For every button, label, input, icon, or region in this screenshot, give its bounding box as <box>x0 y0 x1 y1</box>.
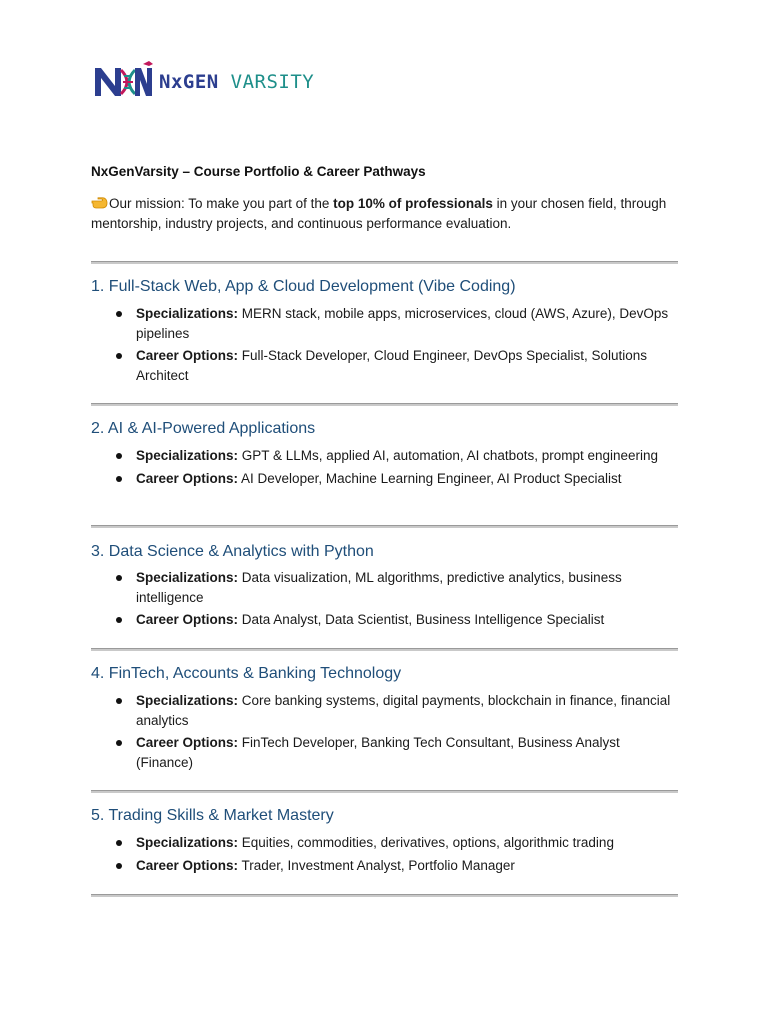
career-text: Trader, Investment Analyst, Portfolio Manager <box>238 857 515 873</box>
spec-label: Specializations: <box>136 448 239 463</box>
mission-suffix: in your chosen field, through mentorship, industry projects, and continuous performance evaluation. <box>91 196 667 231</box>
spec-text: GPT & LLMs, applied AI, automation, AI chatbots, prompt engineering <box>238 448 659 463</box>
list-item <box>112 469 672 489</box>
career-label: Career Options: <box>136 470 239 486</box>
list-item <box>112 346 672 385</box>
career-label: Career Options: <box>136 857 239 873</box>
career-text: Data Analyst, Data Scientist, Business Intelligence Specialist <box>238 612 605 627</box>
section-title-fullstack: 1. Full-Stack Web, App & Cloud Development (Vibe Coding) <box>91 278 516 295</box>
career-text: Full-Stack Developer, Cloud Engineer, DevOps Specialist, Solutions Architect <box>136 348 647 383</box>
section-divider <box>91 894 678 897</box>
document-title: NxGenVarsity – Course Portfolio & Career Pathways <box>91 164 426 179</box>
section-title-ai: 2. AI & AI-Powered Applications <box>91 420 316 437</box>
section-list-fullstack <box>112 304 672 388</box>
career-text: AI Developer, Machine Learning Engineer, AI Product Specialist <box>238 470 622 486</box>
spec-label: Specializations: <box>136 306 239 321</box>
spec-label: Specializations: <box>136 835 239 850</box>
spec-label: Specializations: <box>136 693 239 708</box>
list-item <box>112 610 672 630</box>
section-list-fintech <box>112 691 672 775</box>
section-divider <box>91 790 678 793</box>
list-item <box>112 568 672 607</box>
career-label: Career Options: <box>136 348 239 363</box>
list-item <box>112 446 672 466</box>
list-item <box>112 691 672 730</box>
mission-highlight: top 10% of professionals <box>333 196 493 211</box>
list-item <box>112 856 672 876</box>
section-list-datascience <box>112 568 672 633</box>
spec-text: MERN stack, mobile apps, microservices, cloud (AWS, Azure), DevOps pipelines <box>136 306 669 341</box>
brand-logo <box>91 60 314 104</box>
section-title-trading: 5. Trading Skills & Market Mastery <box>91 807 334 824</box>
brand-prefix: NxGEN <box>159 71 219 93</box>
career-text: FinTech Developer, Banking Tech Consultant, Business Analyst (Finance) <box>136 735 620 770</box>
section-list-ai <box>112 446 672 491</box>
spec-label: Specializations: <box>136 570 239 585</box>
section-divider <box>91 261 678 264</box>
section-title-datascience: 3. Data Science & Analytics with Python <box>91 543 374 560</box>
list-item <box>112 733 672 772</box>
list-item <box>112 304 672 343</box>
mission-prefix: Our mission: To make you part of the <box>109 196 334 211</box>
list-item <box>112 833 672 853</box>
section-list-trading <box>112 833 672 878</box>
spec-text: Equities, commodities, derivatives, options, algorithmic trading <box>238 835 614 850</box>
section-divider <box>91 525 678 528</box>
spec-text: Data visualization, ML algorithms, predictive analytics, business intelligence <box>136 570 622 605</box>
dna-logo-icon <box>91 60 153 104</box>
career-label: Career Options: <box>136 735 239 750</box>
section-title-fintech: 4. FinTech, Accounts & Banking Technology <box>91 665 402 682</box>
spec-text: Core banking systems, digital payments, blockchain in finance, financial analytics <box>136 693 671 728</box>
brand-varsity: VARSITY <box>230 71 315 93</box>
mission-statement <box>91 194 681 234</box>
pointing-hand-icon <box>91 197 108 209</box>
career-label: Career Options: <box>136 612 239 627</box>
section-divider <box>91 403 678 406</box>
brand-wordmark <box>159 71 314 93</box>
section-divider <box>91 648 678 651</box>
